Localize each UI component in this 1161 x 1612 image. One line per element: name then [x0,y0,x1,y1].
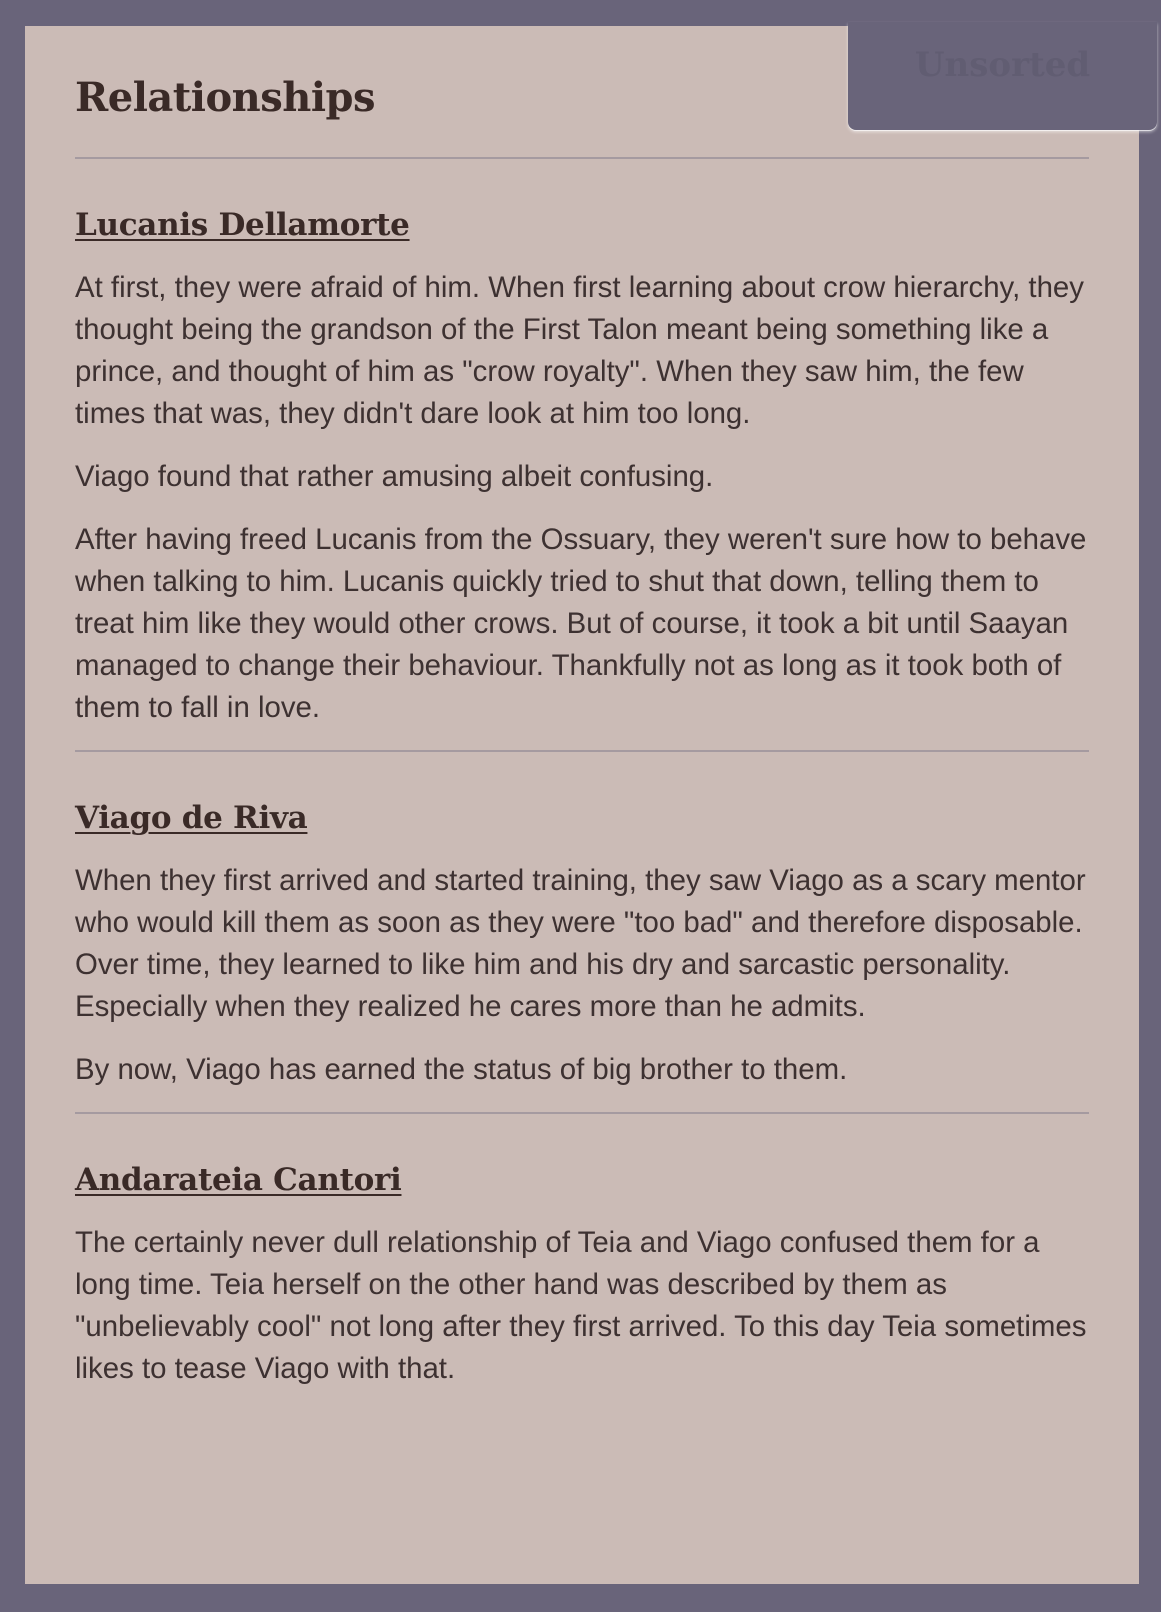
character-link-andarateia[interactable]: Andarateia Cantori [75,1162,402,1198]
paragraph: At first, they were afraid of him. When first learning about crow hierarchy, they thought being the grandson of the First Talon meant being something like a prince, and thought of him as "crow royalty". When they saw him, the few times that was, they didn't dare look at him too long. [75,271,1084,430]
paragraph: The certainly never dull relationship of Teia and Viago confused them for a long time. Teia herself on the other hand was described by them as "unbelievably cool" not long after they first arrived. To this day Teia sometimes likes to tease Viago with that. [75,1226,1087,1385]
section-lucanis [75,159,1089,729]
character-link-lucanis[interactable]: Lucanis Dellamorte [75,207,410,243]
paragraph: When they first arrived and started training, they saw Viago as a scary mentor who would kill them as soon as they were "too bad" and therefore disposable. Over time, they learned to like him and his dry and sarcastic personality. Especially when they realized he cares more than he admits. [75,864,1086,1023]
unsorted-tab[interactable]: Unsorted [848,22,1157,130]
content-card [25,26,1139,1584]
paragraph: Viago found that rather amusing albeit confusing. [75,460,714,493]
section-viago [75,752,1089,1091]
page-title: Relationships [75,74,376,121]
character-link-viago[interactable]: Viago de Riva [75,800,308,836]
section-andarateia [75,1114,1089,1390]
paragraph: By now, Viago has earned the status of big brother to them. [75,1053,848,1086]
paragraph: After having freed Lucanis from the Ossuary, they weren't sure how to behave when talking to him. Lucanis quickly tried to shut that down, telling them to treat him like they would other crows. But of course, it took a bit until Saayan managed to change their behaviour. Thankfully not as long as it took both of them to fall in love. [75,523,1087,724]
